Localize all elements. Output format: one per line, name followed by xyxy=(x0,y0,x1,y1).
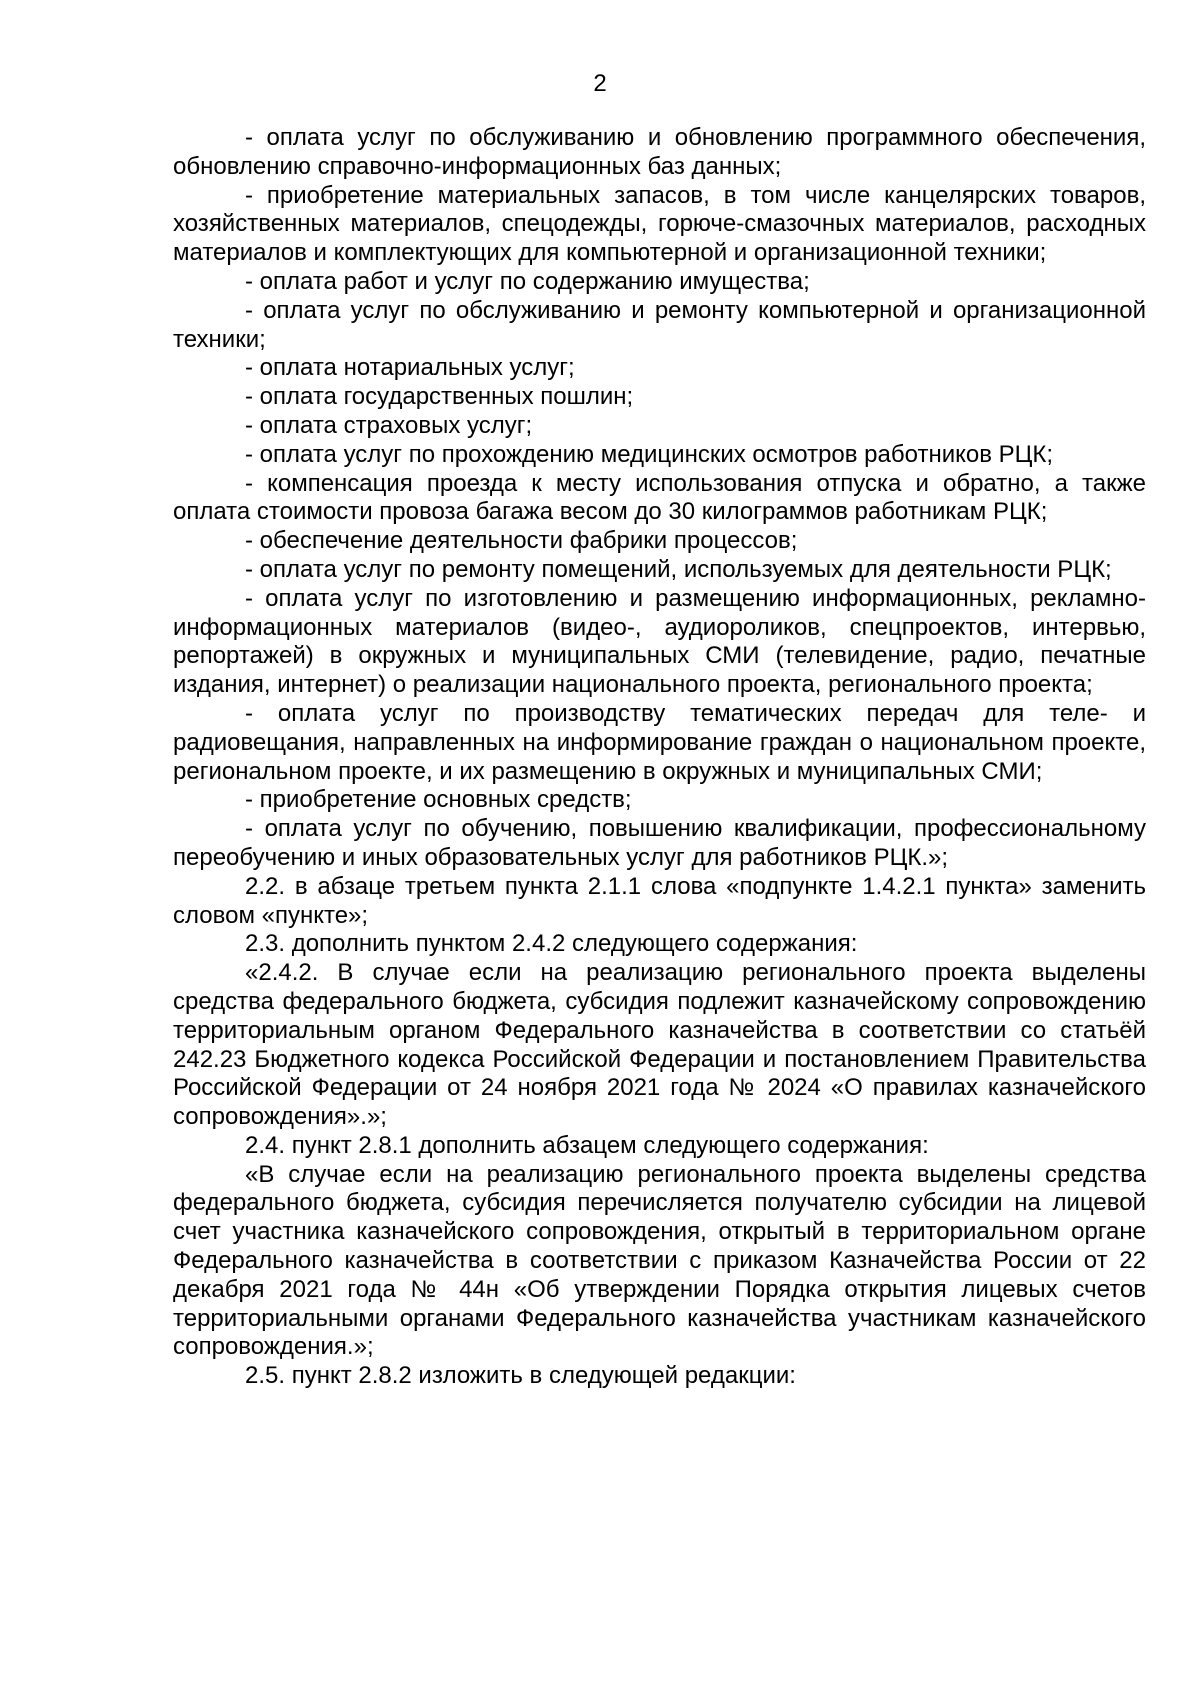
paragraph: - приобретение основных средств; xyxy=(245,786,632,814)
page-number: 2 xyxy=(593,70,607,97)
paragraph: 2.5. пункт 2.8.2 изложить в следующей редакции: xyxy=(245,1362,796,1390)
paragraph: - оплата услуг по обслуживанию и ремонту компьютерной и организационной техники; xyxy=(173,296,1146,353)
paragraph: - компенсация проезда к месту использования отпуска и обратно, а также оплата стоимости провоза багажа весом до 30 килограммов работникам РЦК; xyxy=(173,469,1146,526)
paragraph: - оплата услуг по производству тематических передач для теле- и радиовещания, направленных на информирование граждан о национальном проекте, региональном проекте, и их размещению в окружных и муниципальных СМИ; xyxy=(173,699,1146,785)
document-body xyxy=(173,124,1146,1391)
paragraph: - оплата услуг по обучению, повышению квалификации, профессиональному переобучению и иных образовательных услуг для работников РЦК.»; xyxy=(173,815,1146,871)
paragraph: 2.2. в абзаце третьем пункта 2.1.1 слова «подпункте 1.4.2.1 пункта» заменить словом «пункте»; xyxy=(173,872,1146,929)
paragraph: - оплата государственных пошлин; xyxy=(245,383,634,411)
paragraph: - оплата услуг по изготовлению и размещению информационных, рекламно-информационных материалов (видео-, аудиороликов, спецпроектов, интервью, репортажей) в окружных и муниципальных СМИ (телевидение, радио, печатные издания, интернет) о реализации национального проекта, регионального проекта; xyxy=(173,584,1146,699)
paragraph: - оплата нотариальных услуг; xyxy=(245,354,575,382)
paragraph: «2.4.2. В случае если на реализацию регионального проекта выделены средства федерального бюджета, субсидия подлежит казначейскому сопровождению территориальным органом Федерального казначейства в соответствии со статьёй 242.23 Бюджетного кодекса Российской Федерации и постановлением Правительства Российской Федерации от 24 ноября 2021 года № 2024 «О правилах казначейского сопровождения».»; xyxy=(173,959,1146,1131)
paragraph: - оплата страховых услуг; xyxy=(245,411,533,439)
paragraph: 2.3. дополнить пунктом 2.4.2 следующего содержания: xyxy=(245,930,858,958)
paragraph: - приобретение материальных запасов, в том числе канцелярских товаров, хозяйственных материалов, спецодежды, горюче-смазочных материалов, расходных материалов и комплектующих для компьютерной и организационной техники; xyxy=(173,181,1146,267)
paragraph: - обеспечение деятельности фабрики процессов; xyxy=(245,527,798,555)
paragraph: - оплата услуг по обслуживанию и обновлению программного обеспечения, обновлению справочно-информационных баз данных; xyxy=(173,124,1146,180)
paragraph: - оплата услуг по ремонту помещений, используемых для деятельности РЦК; xyxy=(245,555,1112,583)
paragraph: «В случае если на реализацию регионального проекта выделены средства федерального бюджета, субсидия перечисляется получателю субсидии на лицевой счет участника казначейского сопровождения, открытый в территориальном органе Федерального казначейства в соответствии с приказом Казначейства России от 22 декабря 2021 года № 44н «Об утверждении Порядка открытия лицевых счетов территориальными органами Федерального казначейства участникам казначейского сопровождения.»; xyxy=(173,1160,1146,1361)
paragraph: 2.4. пункт 2.8.1 дополнить абзацем следующего содержания: xyxy=(245,1131,929,1159)
paragraph: - оплата услуг по прохождению медицинских осмотров работников РЦК; xyxy=(245,440,1054,468)
paragraph: - оплата работ и услуг по содержанию имущества; xyxy=(245,267,810,295)
